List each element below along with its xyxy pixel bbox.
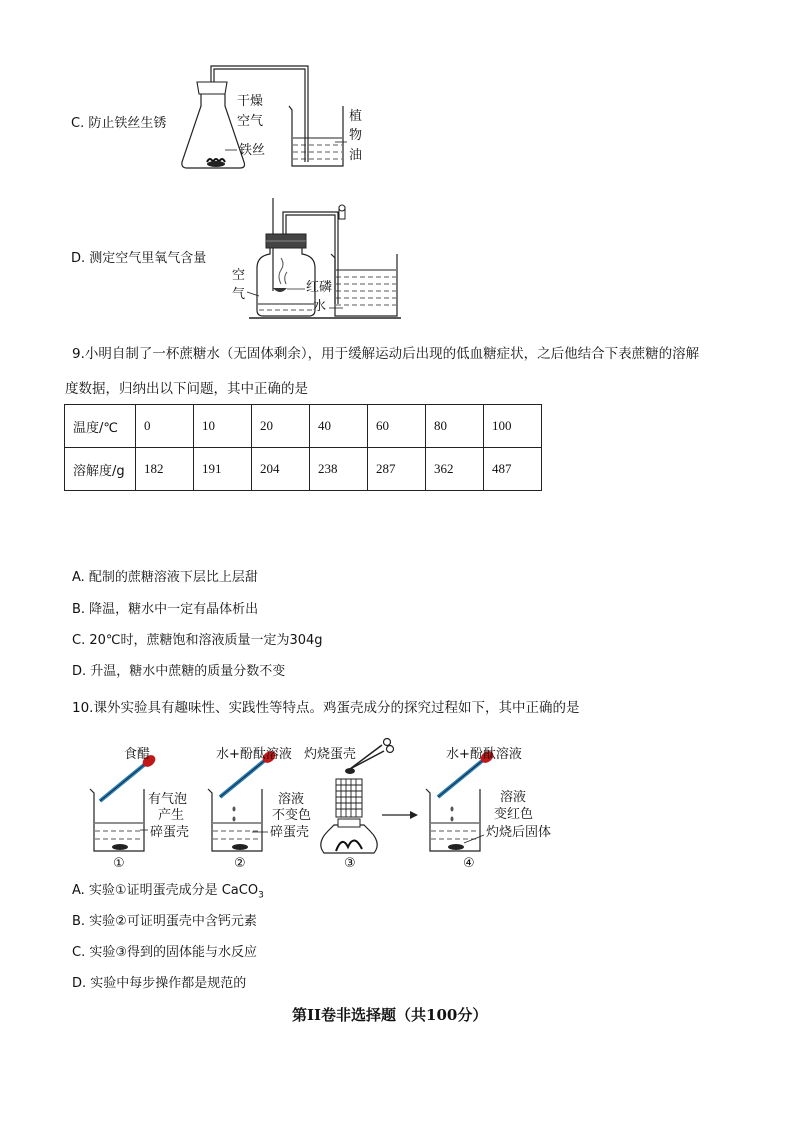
fig10-shell-label-1: 碎蛋壳 — [150, 825, 190, 840]
table-cell: 182 — [136, 448, 194, 491]
fig-c-oil-label-3: 油 — [349, 148, 363, 163]
fig10-shell-label-2: 碎蛋壳 — [270, 825, 310, 840]
fig-c-wire-label: 铁丝 — [239, 143, 266, 158]
fig10-step-3: ③ — [344, 856, 356, 871]
fig10-nochange-label: 不变色 — [272, 808, 312, 823]
section-title: 第II卷非选择题（共100分） — [292, 1006, 488, 1024]
fig10-step-1: ① — [113, 856, 125, 871]
table-cell: 20 — [252, 405, 310, 448]
table-cell: 362 — [426, 448, 484, 491]
rust-prevention-diagram — [175, 62, 375, 180]
table-cell: 287 — [368, 448, 426, 491]
q10-option-a-subscript: 3 — [258, 890, 264, 901]
option-d-label: D. 测定空气里氧气含量 — [71, 251, 207, 266]
fig-c-air-label: 空气 — [237, 114, 264, 129]
table-cell: 238 — [310, 448, 368, 491]
solubility-table — [64, 404, 542, 491]
fig10-phenol-label-2: 水+酚酞溶液 — [216, 747, 292, 762]
q10-option-b: B. 实验②可证明蛋壳中含钙元素 — [72, 914, 257, 929]
fig10-solution-label-4: 溶液 — [500, 790, 527, 805]
fig10-solution-label-2: 溶液 — [278, 792, 305, 807]
table-cell: 191 — [194, 448, 252, 491]
table-cell: 204 — [252, 448, 310, 491]
fig10-bubbles-label-2: 产生 — [158, 808, 185, 823]
q9-option-b: B. 降温，糖水中一定有晶体析出 — [72, 602, 259, 617]
table-header-temperature: 温度/℃ — [65, 405, 136, 448]
q10-option-a-text: A. 实验①证明蛋壳成分是 CaCO — [72, 883, 259, 898]
fig-c-oil-label-1: 植 — [349, 109, 363, 124]
fig10-red-label: 变红色 — [494, 807, 534, 822]
table-cell: 60 — [368, 405, 426, 448]
fig10-step-4: ④ — [463, 856, 475, 871]
fig10-burn-label: 灼烧蛋壳 — [304, 747, 357, 762]
fig10-step-2: ② — [234, 856, 246, 871]
table-cell: 100 — [484, 405, 542, 448]
fig-d-water-label: 水 — [313, 299, 327, 314]
table-cell: 0 — [136, 405, 194, 448]
fig-d-air-label-2: 气 — [232, 287, 246, 302]
fig-d-phosphorus-label: 红磷 — [306, 280, 333, 295]
q9-stem-line1: 9.小明自制了一杯蔗糖水（无固体剩余），用于缓解运动后出现的低血糖症状，之后他结合下表蔗糖的溶解 — [72, 346, 700, 362]
fig-c-oil-label-2: 物 — [349, 128, 363, 143]
table-cell: 40 — [310, 405, 368, 448]
table-row — [65, 405, 542, 448]
table-cell: 487 — [484, 448, 542, 491]
table-header-solubility: 溶解度/g — [65, 448, 136, 491]
q9-option-c: C. 20℃时，蔗糖饱和溶液质量一定为304g — [72, 633, 323, 648]
fig-d-air-label-1: 空 — [232, 268, 246, 283]
q10-option-a — [72, 883, 264, 904]
option-c-label: C. 防止铁丝生锈 — [71, 116, 167, 131]
table-row — [65, 448, 542, 491]
fig-c-dry-label: 干燥 — [237, 94, 264, 109]
fig10-phenol-label-4: 水+酚酞溶液 — [446, 747, 522, 762]
fig10-solid-label: 灼烧后固体 — [486, 825, 552, 840]
table-cell: 80 — [426, 405, 484, 448]
fig10-vinegar-label: 食醋 — [124, 747, 151, 762]
q10-stem: 10.课外实验具有趣味性、实践性等特点。鸡蛋壳成分的探究过程如下，其中正确的是 — [72, 700, 580, 716]
q9-option-d: D. 升温，糖水中蔗糖的质量分数不变 — [72, 664, 286, 679]
q9-option-a: A. 配制的蔗糖溶液下层比上层甜 — [72, 570, 258, 585]
fig10-bubbles-label-1: 有气泡 — [148, 792, 188, 807]
q10-option-c: C. 实验③得到的固体能与水反应 — [72, 945, 257, 960]
q9-stem-line2: 度数据，归纳出以下问题，其中正确的是 — [65, 381, 308, 397]
table-cell: 10 — [194, 405, 252, 448]
q10-option-d: D. 实验中每步操作都是规范的 — [72, 976, 247, 991]
